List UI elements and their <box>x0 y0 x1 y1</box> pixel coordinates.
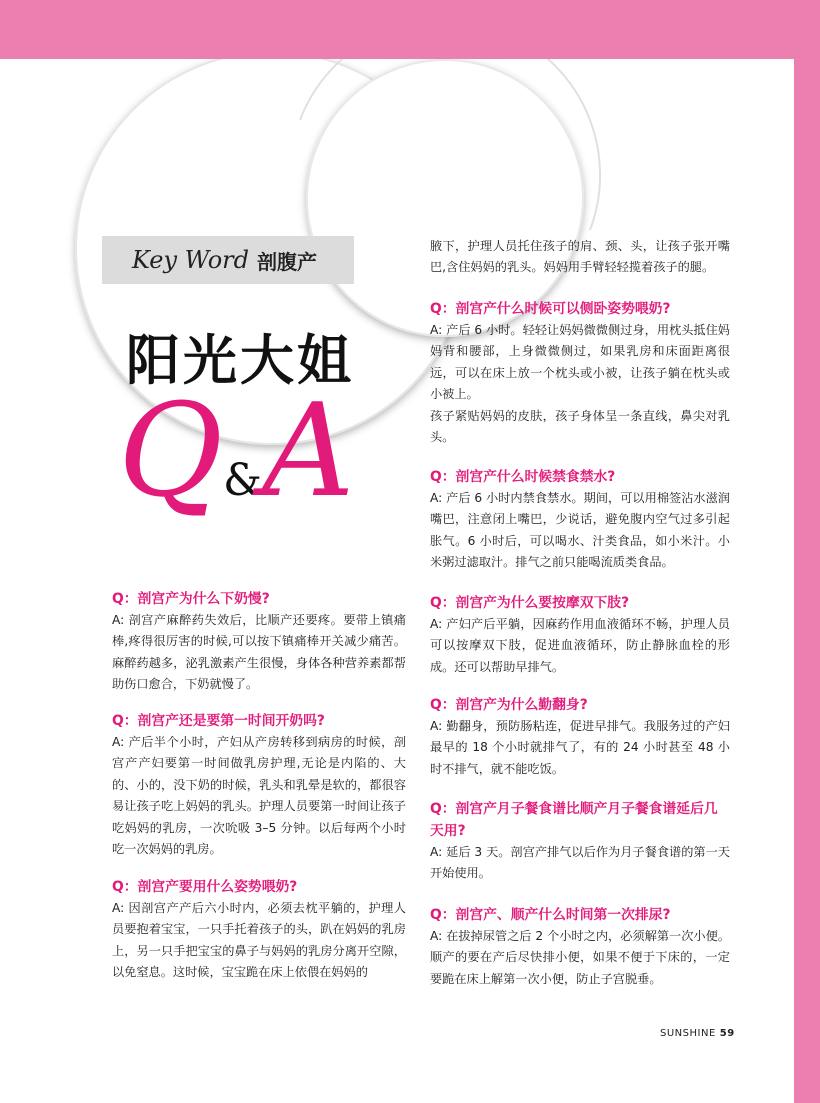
qa-item-right-continued <box>430 236 730 279</box>
question: Q：剖宫产为什么勤翻身? <box>430 697 588 713</box>
qa-item-right-5 <box>430 798 730 885</box>
answer: A: 产妇产后平躺，因麻药作用血液循环不畅，护理人员可以按摩双下肢，促进血液循环，防止静脉血栓的形成。还可以帮助早排气。 <box>430 617 730 674</box>
question: Q：剖宫产月子餐食谱比顺产月子餐食谱延后几天用? <box>430 801 718 839</box>
footer-brand: SUNSHINE <box>660 1028 716 1039</box>
qa-item-left-3 <box>112 876 406 984</box>
qa-item-right-6 <box>430 904 730 990</box>
page-footer <box>660 1028 735 1039</box>
question: Q：剖宫产什么时候禁食禁水? <box>430 469 616 485</box>
keyword-box <box>102 236 354 284</box>
answer: A: 因剖宫产产后六小时内，必须去枕平躺的，护理人员要抱着宝宝，一只手托着孩子的头，趴在妈妈的乳房上，另一只手把宝宝的鼻子与妈妈的乳房分离开空隙，以免窒息。这时候，宝宝跪在床上依偎在妈妈的 <box>112 901 406 980</box>
question: Q：剖宫产、顺产什么时间第一次排尿? <box>430 907 671 923</box>
question: Q：剖宫产为什么下奶慢? <box>112 591 270 607</box>
qa-item-left-2 <box>112 710 406 860</box>
answer: A: 产后 6 小时内禁食禁水。期间，可以用棉签沾水滋润嘴巴，注意闭上嘴巴，少说话，避免腹内空气过多引起胀气。6 小时后，可以喝水、汁类食品，如小米汁。小米粥过滤取汁。排气之前只能喝流质类食品。 <box>430 491 730 570</box>
page-number: 59 <box>719 1028 735 1039</box>
answer: A: 勤翻身，预防肠粘连，促进早排气。我服务过的产妇最早的 18 个小时就排气了，有的 24 小时甚至 48 小时不排气，就不能吃饭。 <box>430 719 730 776</box>
qa-item-right-1 <box>430 298 730 448</box>
answer: A: 产后半个小时，产妇从产房转移到病房的时候，剖宫产产妇要第一时间做乳房护理,无论是内陷的、大的、小的，没下奶的时候，乳头和乳晕是软的，都很容易让孩子吃上妈妈的乳头。护理人员要第一时间让孩子吃妈妈的乳房，一次吮吸 3–5 分钟。以后每两个小时吃一次妈妈的乳房。 <box>112 735 406 857</box>
answer: A: 延后 3 天。剖宫产排气以后作为月子餐食谱的第一天开始使用。 <box>430 845 730 881</box>
qa-ampersand: & <box>222 455 263 506</box>
qa-item-right-2 <box>430 466 730 574</box>
page-title: 阳光大姐 <box>126 328 354 392</box>
answer: A: 产后 6 小时。轻轻让妈妈微微侧过身，用枕头抵住妈妈背和腰部，上身微微侧过，如果乳房和床面距离很远，可以在床上放一个枕头或小被，让孩子躺在枕头或小被上。 <box>430 323 730 402</box>
answer-extra: 孩子紧贴妈妈的皮肤，孩子身体呈一条直线，鼻尖对乳头。 <box>430 408 730 445</box>
question: Q：剖宫产要用什么姿势喂奶? <box>112 879 298 895</box>
qa-item-right-4 <box>430 694 730 780</box>
answer: 腋下，护理人员托住孩子的肩、颈、头，让孩子张开嘴巴,含住妈妈的乳头。妈妈用手臂轻轻揽着孩子的腿。 <box>430 239 730 275</box>
qa-logo <box>118 377 355 526</box>
question: Q：剖宫产还是要第一时间开奶吗? <box>112 713 325 729</box>
keyword-zh: 剖腹产 <box>257 249 317 274</box>
qa-q-letter: Q <box>118 377 223 526</box>
answer: A: 在拔掉尿管之后 2 个小时之内，必须解第一次小便。顺产的要在产后尽快排小便，如果不便于下床的，一定要跪在床上解第一次小便，防止子宫脱垂。 <box>430 929 730 986</box>
qa-item-left-1 <box>112 588 406 696</box>
answer: A: 剖宫产麻醉药失效后，比顺产还要疼。要带上镇痛棒,疼得很厉害的时候,可以按下镇痛棒开关减少痛苦。麻醉药越多，泌乳激素产生很慢，身体各种营养素都帮助伤口愈合，下奶就慢了。 <box>112 613 406 692</box>
qa-item-right-3 <box>430 592 730 678</box>
deco-circle-small <box>307 60 583 336</box>
question: Q：剖宫产什么时候可以侧卧姿势喂奶? <box>430 301 671 317</box>
question: Q：剖宫产为什么要按摩双下肢? <box>430 595 630 611</box>
qa-a-letter: A <box>262 377 355 526</box>
keyword-en: Key Word <box>132 246 249 274</box>
